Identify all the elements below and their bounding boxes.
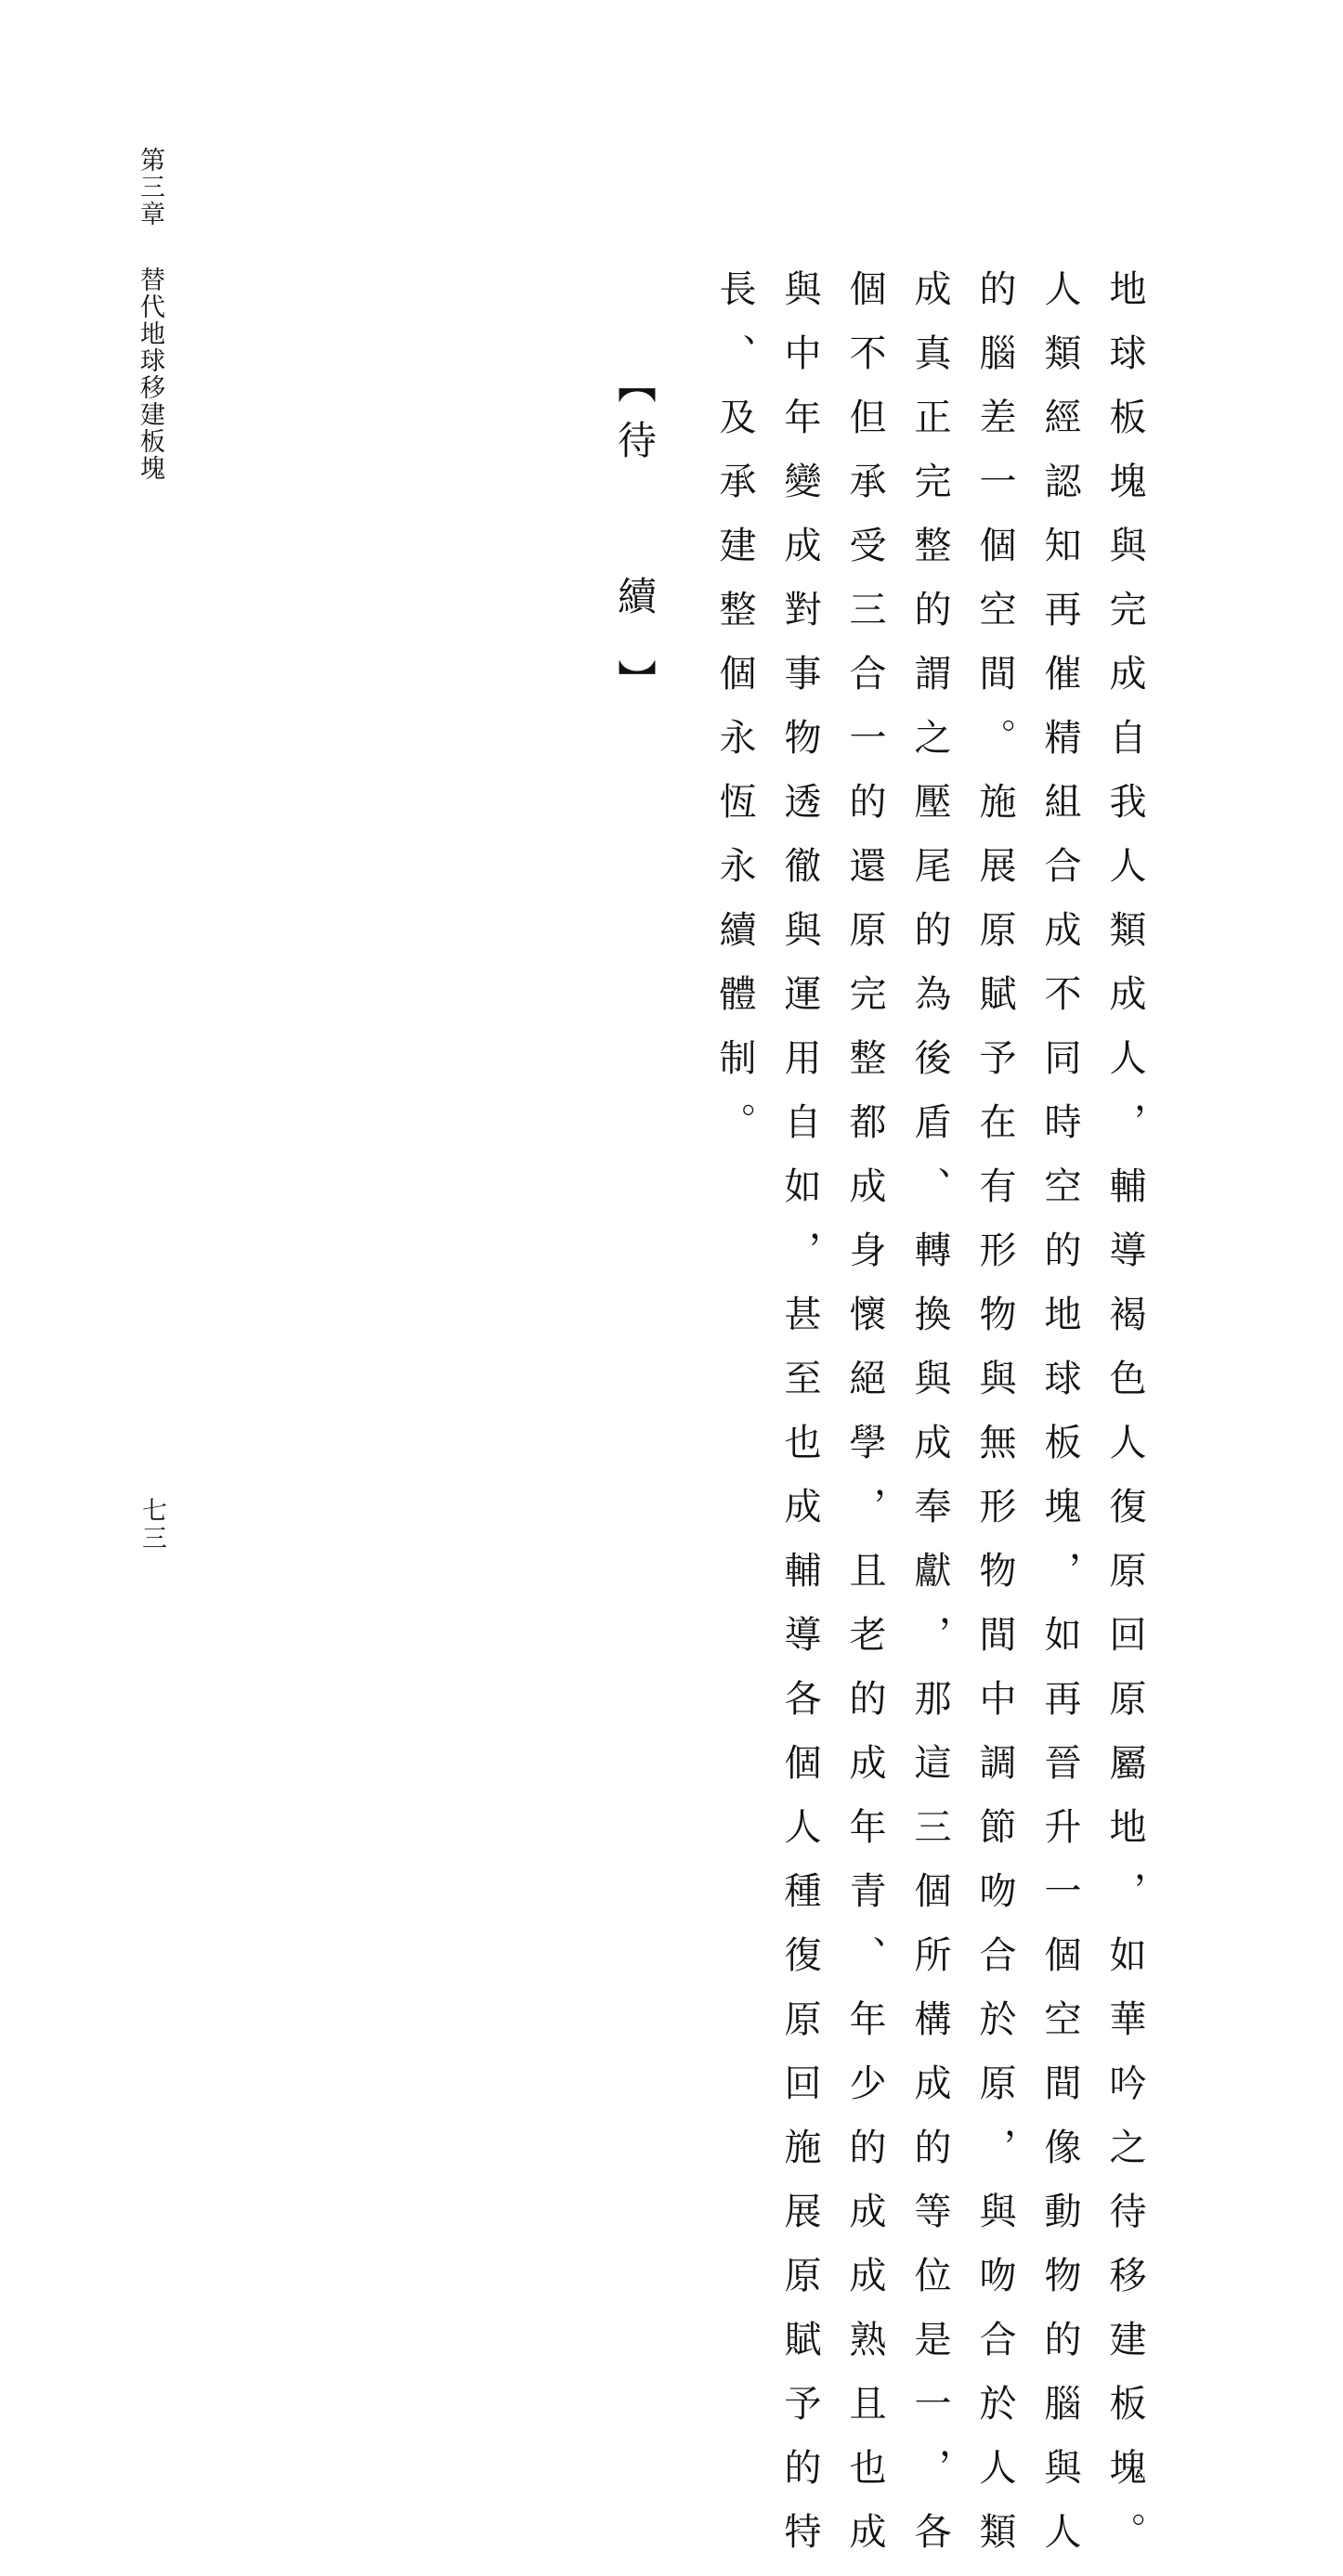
running-head (137, 147, 163, 482)
text-column: 人類經認知再催精組合成不同時空的地球板塊，如再晉升一個空間像動物的腦與人 (1038, 269, 1081, 2576)
tbc-char-1: 待 (612, 420, 658, 459)
close-bracket: 】 (612, 659, 658, 698)
text-column: 長、及承建整個永恆永續體制。 (713, 269, 756, 1166)
tbc-char-2: 續 (612, 576, 658, 615)
chapter-title: 替代地球移建板塊 (136, 267, 164, 482)
page-number: 七三 (137, 1497, 166, 1553)
text-column: 成真正完整的謂之壓尾的為後盾、轉換與成奉獻，那這三個所構成的等位是一，各 (908, 269, 951, 2576)
chapter-label: 第三章 (136, 147, 164, 228)
to-be-continued-note (612, 364, 658, 700)
main-text (702, 269, 1157, 2576)
open-bracket: 【 (612, 364, 658, 403)
text-column: 的腦差一個空間。施展原賦予在有形物與無形物間中調節吻合於原，與吻合於人類 (973, 269, 1016, 2576)
text-column: 與中年變成對事物透徹與運用自如，甚至也成輔導各個人種復原回施展原賦予的特 (778, 269, 821, 2576)
text-column: 地球板塊與完成自我人類成人，輔導褐色人復原回原屬地，如華吟之待移建板塊。 (1103, 269, 1146, 2576)
text-column: 個不但承受三合一的還原完整都成身懷絕學，且老的成年青、年少的成成熟且也成 (843, 269, 886, 2576)
